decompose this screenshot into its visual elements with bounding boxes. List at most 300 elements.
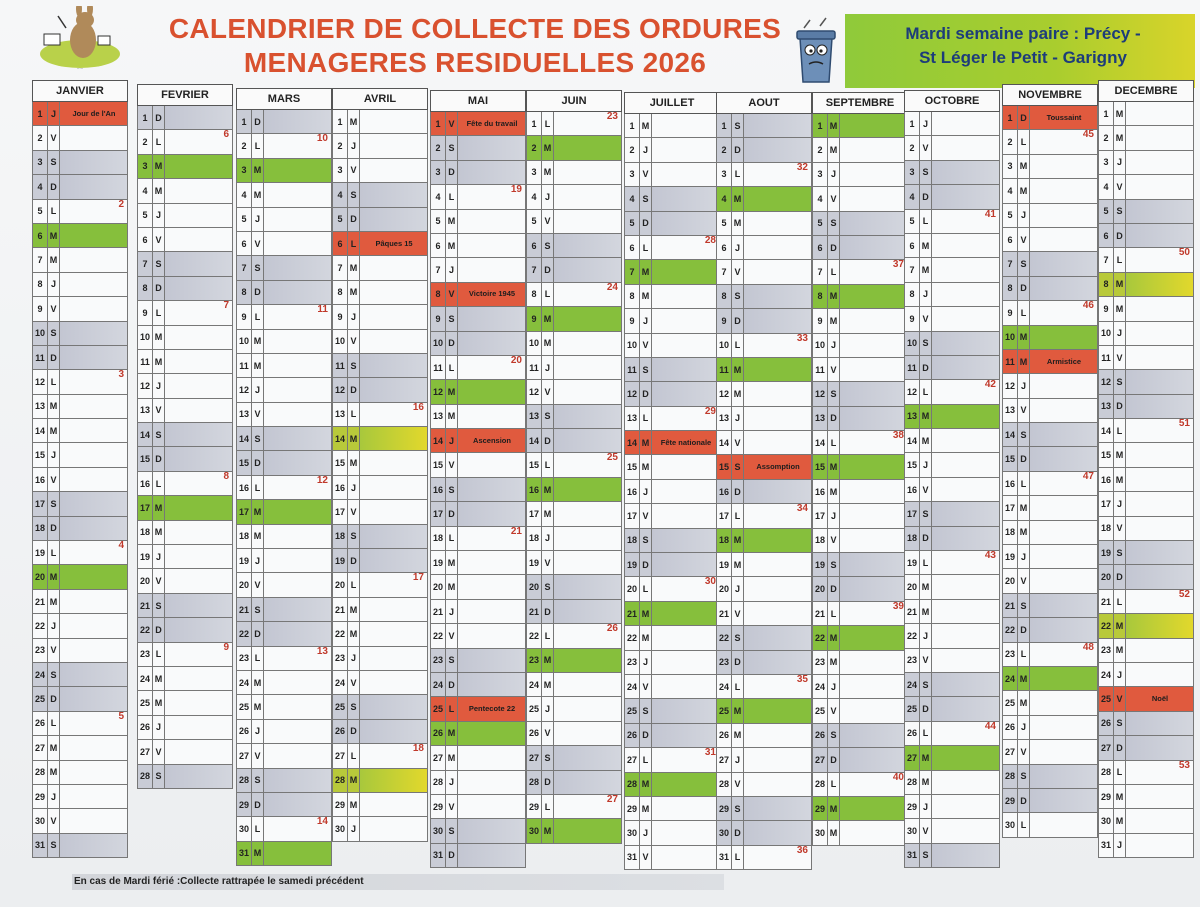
day-letter: L [542, 453, 554, 476]
day-cell [744, 455, 811, 478]
day-letter: L [153, 130, 165, 153]
day-cell [458, 844, 525, 867]
day-number: 20 [905, 575, 920, 598]
day-letter: J [542, 185, 554, 208]
day-number: 19 [717, 553, 732, 576]
day-letter: M [348, 598, 360, 621]
day-cell [60, 297, 127, 320]
day-number: 27 [431, 746, 446, 769]
day-letter: V [153, 228, 165, 251]
day-row [526, 600, 622, 624]
day-number: 18 [625, 529, 640, 552]
day-row [236, 403, 332, 427]
day-cell [744, 309, 811, 332]
day-number: 30 [717, 821, 732, 844]
day-number: 3 [1003, 155, 1018, 178]
day-number: 25 [431, 697, 446, 720]
month-aout [716, 92, 812, 870]
day-letter: M [1018, 667, 1030, 690]
day-row [1098, 785, 1194, 809]
day-cell [1030, 594, 1097, 617]
day-row [332, 378, 428, 402]
day-cell [360, 281, 427, 304]
day-letter: D [920, 527, 932, 550]
day-number: 27 [717, 748, 732, 771]
day-number: 24 [527, 673, 542, 696]
day-number: 9 [33, 297, 48, 320]
day-number: 19 [333, 549, 348, 572]
day-row [1002, 350, 1098, 374]
day-number: 11 [138, 350, 153, 373]
day-number: 1 [237, 110, 252, 133]
day-cell [60, 736, 127, 759]
day-number: 18 [905, 527, 920, 550]
day-row [716, 675, 812, 699]
day-number: 15 [333, 451, 348, 474]
day-row [430, 453, 526, 477]
day-number: 2 [717, 138, 732, 161]
day-letter: M [542, 819, 554, 842]
day-cell [360, 305, 427, 328]
day-letter: D [153, 106, 165, 129]
day-row [430, 527, 526, 551]
day-number: 7 [138, 252, 153, 275]
day-cell [1126, 200, 1193, 223]
day-row [904, 210, 1000, 234]
day-cell [932, 283, 999, 306]
day-letter: M [446, 746, 458, 769]
day-number: 30 [905, 819, 920, 842]
day-letter: D [1114, 736, 1126, 759]
day-number: 26 [625, 724, 640, 747]
day-number: 1 [33, 102, 48, 125]
day-number: 22 [333, 622, 348, 645]
day-row [716, 724, 812, 748]
day-row [430, 136, 526, 160]
day-cell [652, 285, 719, 308]
day-letter: S [446, 819, 458, 842]
day-letter: S [920, 161, 932, 184]
week-number: 2 [118, 198, 124, 210]
day-number: 13 [138, 399, 153, 422]
day-letter: M [153, 496, 165, 519]
day-row [32, 492, 128, 516]
day-cell [264, 500, 331, 523]
day-number: 4 [905, 185, 920, 208]
day-row [812, 114, 908, 138]
day-number: 3 [1099, 151, 1114, 174]
day-number: 12 [33, 370, 48, 393]
day-cell [60, 639, 127, 662]
day-cell [458, 649, 525, 672]
day-number: 4 [33, 175, 48, 198]
day-cell [360, 598, 427, 621]
day-letter: M [446, 210, 458, 233]
day-row [137, 350, 233, 374]
day-number: 8 [527, 283, 542, 306]
day-row [1002, 691, 1098, 715]
day-number: 20 [813, 577, 828, 600]
day-cell [165, 569, 232, 592]
day-number: 24 [333, 671, 348, 694]
day-letter: V [48, 126, 60, 149]
day-number: 8 [1099, 273, 1114, 296]
day-cell [932, 112, 999, 135]
day-cell [458, 624, 525, 647]
day-row [32, 834, 128, 858]
day-cell [458, 136, 525, 159]
day-letter: J [1114, 834, 1126, 857]
day-number: 31 [1099, 834, 1114, 857]
day-cell [264, 110, 331, 133]
day-cell [60, 687, 127, 710]
day-letter: L [732, 675, 744, 698]
day-letter: D [732, 309, 744, 332]
day-cell [932, 429, 999, 452]
day-cell [264, 476, 331, 499]
day-letter: L [920, 551, 932, 574]
day-row [624, 651, 720, 675]
month-mai [430, 90, 526, 868]
day-row [236, 842, 332, 866]
day-row [812, 529, 908, 553]
day-row [1098, 541, 1194, 565]
day-row [1098, 200, 1194, 224]
day-number: 23 [717, 651, 732, 674]
day-number: 9 [1003, 301, 1018, 324]
day-number: 15 [237, 451, 252, 474]
day-row [236, 183, 332, 207]
day-cell [60, 614, 127, 637]
day-letter: S [153, 423, 165, 446]
day-number: 10 [527, 332, 542, 355]
day-letter: M [828, 114, 840, 137]
day-row [236, 598, 332, 622]
week-number: 18 [412, 743, 424, 755]
day-letter: V [920, 649, 932, 672]
day-number: 1 [905, 112, 920, 135]
day-row [716, 138, 812, 162]
day-number: 29 [333, 793, 348, 816]
day-letter: V [48, 297, 60, 320]
day-cell [554, 746, 621, 769]
day-cell [1030, 765, 1097, 788]
day-letter: M [48, 248, 60, 271]
day-row [32, 663, 128, 687]
day-letter: M [640, 773, 652, 796]
day-row [526, 575, 622, 599]
day-row [624, 334, 720, 358]
day-number: 4 [625, 187, 640, 210]
day-row [1098, 468, 1194, 492]
day-cell [554, 673, 621, 696]
day-cell [264, 744, 331, 767]
day-number: 19 [138, 545, 153, 568]
day-row [1002, 228, 1098, 252]
day-row [1002, 813, 1098, 837]
day-row [526, 673, 622, 697]
day-letter: J [732, 407, 744, 430]
day-letter: D [446, 844, 458, 867]
day-number: 24 [717, 675, 732, 698]
day-number: 20 [333, 573, 348, 596]
day-cell [264, 549, 331, 572]
day-row [430, 771, 526, 795]
day-cell [554, 332, 621, 355]
day-letter: J [153, 204, 165, 227]
week-number: 34 [796, 503, 808, 515]
day-letter: L [732, 846, 744, 869]
day-number: 13 [431, 405, 446, 428]
day-letter: M [153, 326, 165, 349]
day-number: 30 [237, 817, 252, 840]
day-cell [840, 651, 907, 674]
day-cell [360, 769, 427, 792]
day-letter: L [542, 283, 554, 306]
day-letter: D [348, 208, 360, 231]
day-letter: D [1018, 106, 1030, 129]
day-number: 6 [1003, 228, 1018, 251]
day-letter: M [920, 234, 932, 257]
day-letter: J [920, 795, 932, 818]
day-cell [840, 260, 907, 283]
day-letter: J [542, 697, 554, 720]
day-letter: J [348, 476, 360, 499]
day-number: 2 [237, 134, 252, 157]
day-number: 29 [625, 797, 640, 820]
day-cell [932, 478, 999, 501]
day-cell [744, 407, 811, 430]
day-cell [1126, 761, 1193, 784]
day-cell [60, 590, 127, 613]
day-letter: L [252, 134, 264, 157]
day-row [137, 569, 233, 593]
day-letter: M [828, 309, 840, 332]
day-letter: M [446, 722, 458, 745]
day-cell [1126, 541, 1193, 564]
day-row [236, 695, 332, 719]
day-cell [652, 504, 719, 527]
day-letter: J [920, 283, 932, 306]
day-row [812, 455, 908, 479]
day-number: 25 [1099, 687, 1114, 710]
day-letter: J [640, 309, 652, 332]
day-number: 22 [527, 624, 542, 647]
day-number: 26 [717, 724, 732, 747]
holiday-label: Armistice [1046, 356, 1082, 366]
day-row [430, 380, 526, 404]
day-row [624, 138, 720, 162]
day-row [332, 232, 428, 256]
day-cell [60, 346, 127, 369]
day-cell [744, 577, 811, 600]
day-number: 18 [33, 517, 48, 540]
day-number: 5 [237, 208, 252, 231]
day-cell [360, 695, 427, 718]
day-cell [60, 468, 127, 491]
day-cell [840, 382, 907, 405]
day-cell [652, 455, 719, 478]
day-row [236, 110, 332, 134]
day-letter: M [640, 285, 652, 308]
day-number: 9 [431, 307, 446, 330]
day-cell [60, 565, 127, 588]
day-row [1002, 204, 1098, 228]
day-cell [360, 817, 427, 840]
day-letter: V [1114, 346, 1126, 369]
day-row [526, 624, 622, 648]
day-row [137, 521, 233, 545]
day-number: 21 [1003, 594, 1018, 617]
day-number: 21 [905, 600, 920, 623]
day-number: 16 [625, 480, 640, 503]
day-row [716, 236, 812, 260]
day-cell [1030, 423, 1097, 446]
day-cell [60, 419, 127, 442]
day-letter: J [732, 577, 744, 600]
day-row [1002, 740, 1098, 764]
day-row [332, 403, 428, 427]
day-number: 22 [1003, 618, 1018, 641]
day-cell [840, 602, 907, 625]
day-row [624, 212, 720, 236]
day-cell [60, 809, 127, 832]
day-number: 7 [333, 256, 348, 279]
day-letter: S [920, 332, 932, 355]
day-number: 14 [431, 429, 446, 452]
day-letter: J [48, 273, 60, 296]
day-number: 12 [1099, 370, 1114, 393]
day-number: 9 [813, 309, 828, 332]
day-row [430, 210, 526, 234]
day-number: 15 [905, 453, 920, 476]
day-letter: D [252, 793, 264, 816]
day-row [32, 785, 128, 809]
day-number: 6 [333, 232, 348, 255]
day-row [526, 478, 622, 502]
day-row [812, 334, 908, 358]
day-number: 1 [431, 112, 446, 135]
day-row [332, 769, 428, 793]
week-number: 43 [984, 550, 996, 562]
day-row [904, 185, 1000, 209]
day-number: 21 [1099, 590, 1114, 613]
day-letter: D [252, 281, 264, 304]
day-row [624, 675, 720, 699]
day-letter: S [732, 626, 744, 649]
day-letter: M [732, 699, 744, 722]
day-number: 19 [33, 541, 48, 564]
day-letter: L [640, 748, 652, 771]
day-letter: V [1114, 687, 1126, 710]
day-number: 17 [625, 504, 640, 527]
day-letter: J [348, 134, 360, 157]
day-cell [1126, 492, 1193, 515]
day-cell [264, 451, 331, 474]
day-row [1002, 155, 1098, 179]
day-cell [840, 285, 907, 308]
day-number: 17 [1003, 496, 1018, 519]
day-row [32, 126, 128, 150]
day-letter: S [1018, 765, 1030, 788]
day-row [904, 697, 1000, 721]
day-row [812, 577, 908, 601]
day-number: 30 [1003, 813, 1018, 836]
day-letter: S [732, 114, 744, 137]
day-letter: M [446, 234, 458, 257]
day-number: 4 [237, 183, 252, 206]
day-cell [60, 322, 127, 345]
day-number: 25 [717, 699, 732, 722]
holiday-label: Victoire 1945 [468, 289, 516, 299]
day-number: 19 [813, 553, 828, 576]
day-cell [1030, 204, 1097, 227]
day-row [812, 553, 908, 577]
day-row [332, 598, 428, 622]
day-number: 23 [1003, 643, 1018, 666]
day-number: 23 [527, 649, 542, 672]
day-letter: D [48, 175, 60, 198]
day-letter: D [1114, 395, 1126, 418]
day-letter: D [828, 236, 840, 259]
day-row [526, 307, 622, 331]
day-cell [264, 842, 331, 865]
day-row [32, 151, 128, 175]
day-cell [840, 504, 907, 527]
day-letter: L [48, 370, 60, 393]
day-row [332, 281, 428, 305]
month-fevrier [137, 84, 233, 789]
week-number: 9 [223, 641, 229, 653]
day-cell [1030, 374, 1097, 397]
day-row [904, 234, 1000, 258]
day-number: 21 [717, 602, 732, 625]
day-cell [165, 155, 232, 178]
month-header: DECEMBRE [1098, 80, 1194, 102]
day-number: 21 [138, 594, 153, 617]
day-row [812, 797, 908, 821]
day-cell [932, 356, 999, 379]
week-number: 8 [223, 470, 229, 482]
day-letter: S [640, 699, 652, 722]
day-cell [744, 431, 811, 454]
day-row [812, 675, 908, 699]
day-row [812, 504, 908, 528]
day-number: 6 [431, 234, 446, 257]
day-cell [458, 380, 525, 403]
day-letter: S [252, 598, 264, 621]
day-number: 13 [33, 395, 48, 418]
day-cell [1126, 590, 1193, 613]
day-letter: M [252, 500, 264, 523]
day-letter: J [348, 305, 360, 328]
day-number: 29 [717, 797, 732, 820]
day-letter: M [252, 354, 264, 377]
day-number: 21 [527, 600, 542, 623]
day-number: 24 [33, 663, 48, 686]
day-cell [264, 793, 331, 816]
day-number: 17 [333, 500, 348, 523]
day-number: 5 [813, 212, 828, 235]
day-cell [360, 110, 427, 133]
day-row [430, 356, 526, 380]
day-cell [932, 453, 999, 476]
day-row [526, 429, 622, 453]
day-row [430, 258, 526, 282]
day-cell [60, 224, 127, 247]
day-row [904, 112, 1000, 136]
day-cell [932, 551, 999, 574]
